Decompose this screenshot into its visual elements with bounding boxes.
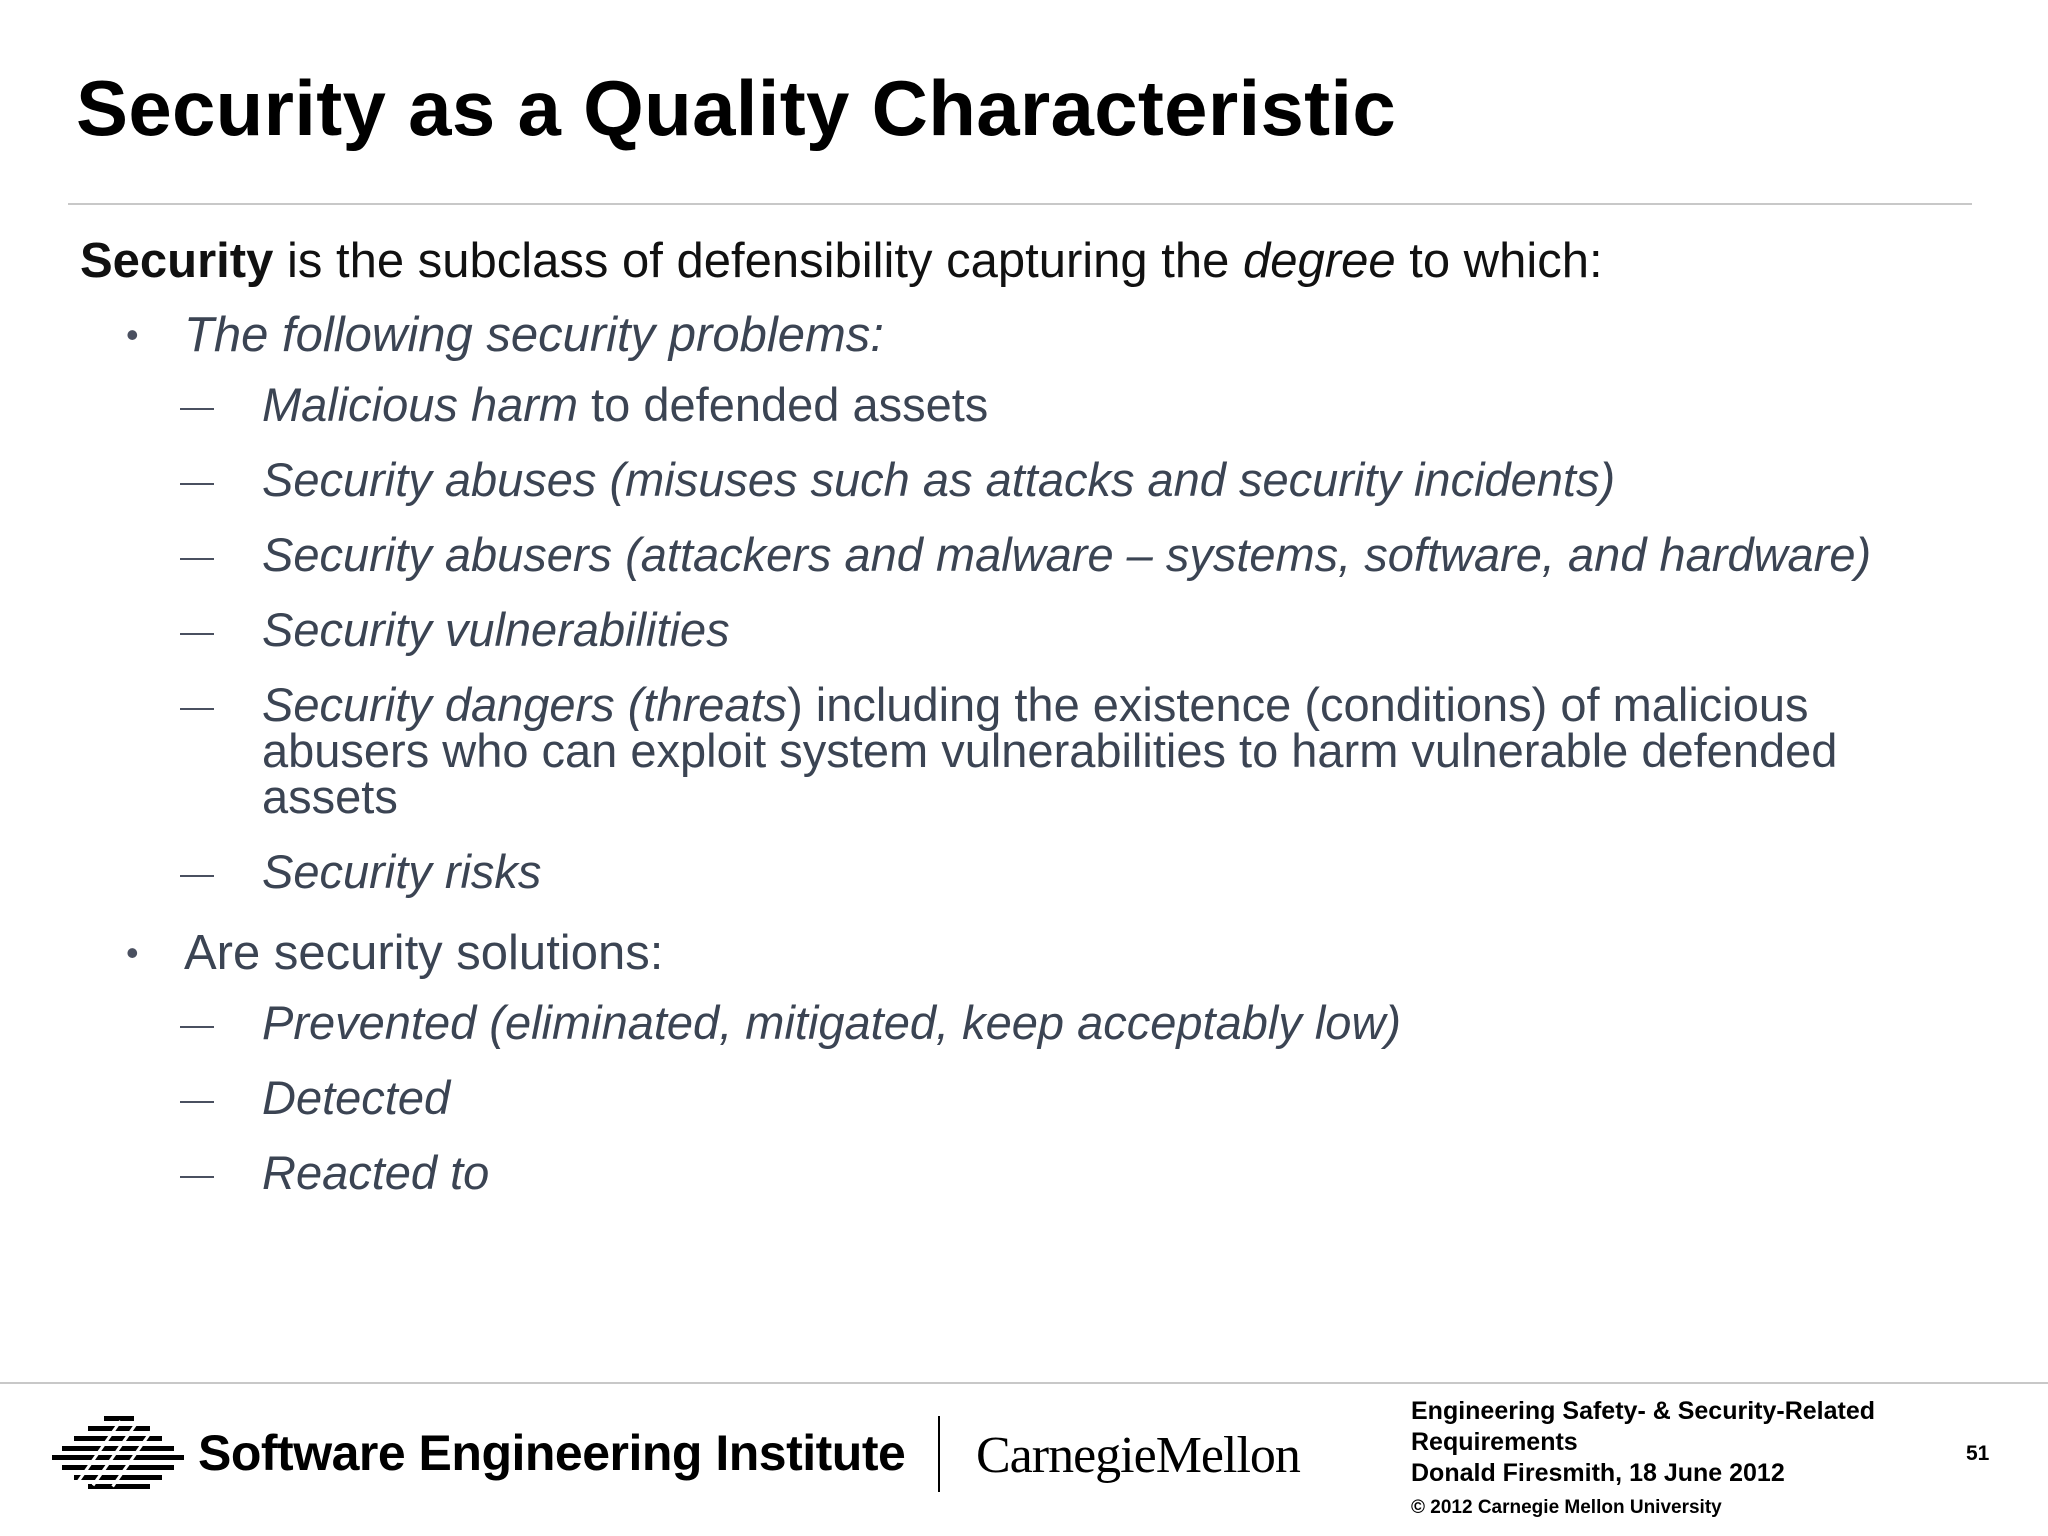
intro-text-before: is the subclass of defensibility capturing the	[273, 234, 1244, 288]
dash-icon	[180, 408, 214, 410]
author-date: Donald Firesmith, 18 June 2012	[1411, 1459, 1785, 1487]
course-title-line2: Requirements	[1411, 1428, 1578, 1456]
sub-bullet-italic: Security vulnerabilities	[262, 603, 730, 656]
dash-icon	[180, 875, 214, 877]
sub-bullet-italic: Prevented (eliminated, mitigated, keep acceptably low)	[262, 996, 1402, 1049]
sub-bullet-italic: Security risks	[262, 845, 542, 898]
sei-logo-icon	[52, 1414, 184, 1494]
footer-info	[1411, 1396, 1875, 1489]
sub-bullet-problem	[80, 528, 1980, 581]
sub-bullet-text: to defended assets	[578, 378, 989, 431]
dash-icon	[180, 558, 214, 560]
cmu-logo: CarnegieMellon	[976, 1427, 1300, 1484]
sub-bullet-italic: Detected	[262, 1071, 451, 1124]
sub-bullet-italic: Reacted to	[262, 1146, 490, 1199]
bullet-dot-icon: •	[126, 932, 139, 973]
logo-divider	[938, 1416, 940, 1492]
bullet-solutions-heading: Are security solutions:	[184, 926, 664, 980]
sub-bullet-italic: Security dangers (threats	[262, 678, 788, 731]
sub-bullet-italic: Malicious harm	[262, 378, 579, 431]
sub-bullet-problem	[80, 845, 1980, 898]
intro-bold-term: Security	[80, 234, 274, 288]
sub-bullet-problem	[80, 678, 1980, 823]
copyright: © 2012 Carnegie Mellon University	[1411, 1497, 1722, 1518]
bullet-dot-icon: •	[126, 314, 139, 355]
bullet-problems	[80, 306, 1980, 364]
sub-bullet-solution	[80, 1071, 1980, 1124]
intro-text-after: to which:	[1395, 234, 1603, 288]
sub-bullet-solution	[80, 1146, 1980, 1199]
bullet-problems-heading: The following security problems:	[184, 308, 884, 362]
footer-divider	[0, 1382, 2048, 1384]
sei-name: Software Engineering Institute	[198, 1425, 906, 1481]
sub-bullet-problem	[80, 378, 1980, 431]
dash-icon	[180, 1176, 214, 1178]
sub-bullet-problem	[80, 453, 1980, 506]
dash-icon	[180, 1101, 214, 1103]
intro-emphasis: degree	[1243, 234, 1396, 288]
intro-line	[80, 232, 1980, 290]
page-number: 51	[1966, 1442, 1990, 1465]
sub-bullet-solution	[80, 996, 1980, 1049]
sub-bullet-italic: Security abuses (misuses such as attacks and security incidents)	[262, 453, 1616, 506]
dash-icon	[180, 708, 214, 710]
course-title-line1: Engineering Safety- & Security-Related	[1411, 1397, 1876, 1425]
sub-bullet-italic: Security abusers (attackers and malware – systems, software, and hardware)	[262, 528, 1872, 581]
slide-title: Security as a Quality Characteristic	[76, 64, 1397, 152]
dash-icon	[180, 1026, 214, 1028]
bullet-solutions	[80, 924, 1980, 982]
sub-bullet-problem	[80, 603, 1980, 656]
sub-bullet-text: ) including the existence (conditions) of malicious abusers who can exploit system vulnerabilities to harm vulnerable defended assets	[262, 678, 1838, 823]
dash-icon	[180, 633, 214, 635]
slide-body	[80, 232, 1980, 1225]
title-divider	[68, 203, 1972, 205]
dash-icon	[180, 483, 214, 485]
